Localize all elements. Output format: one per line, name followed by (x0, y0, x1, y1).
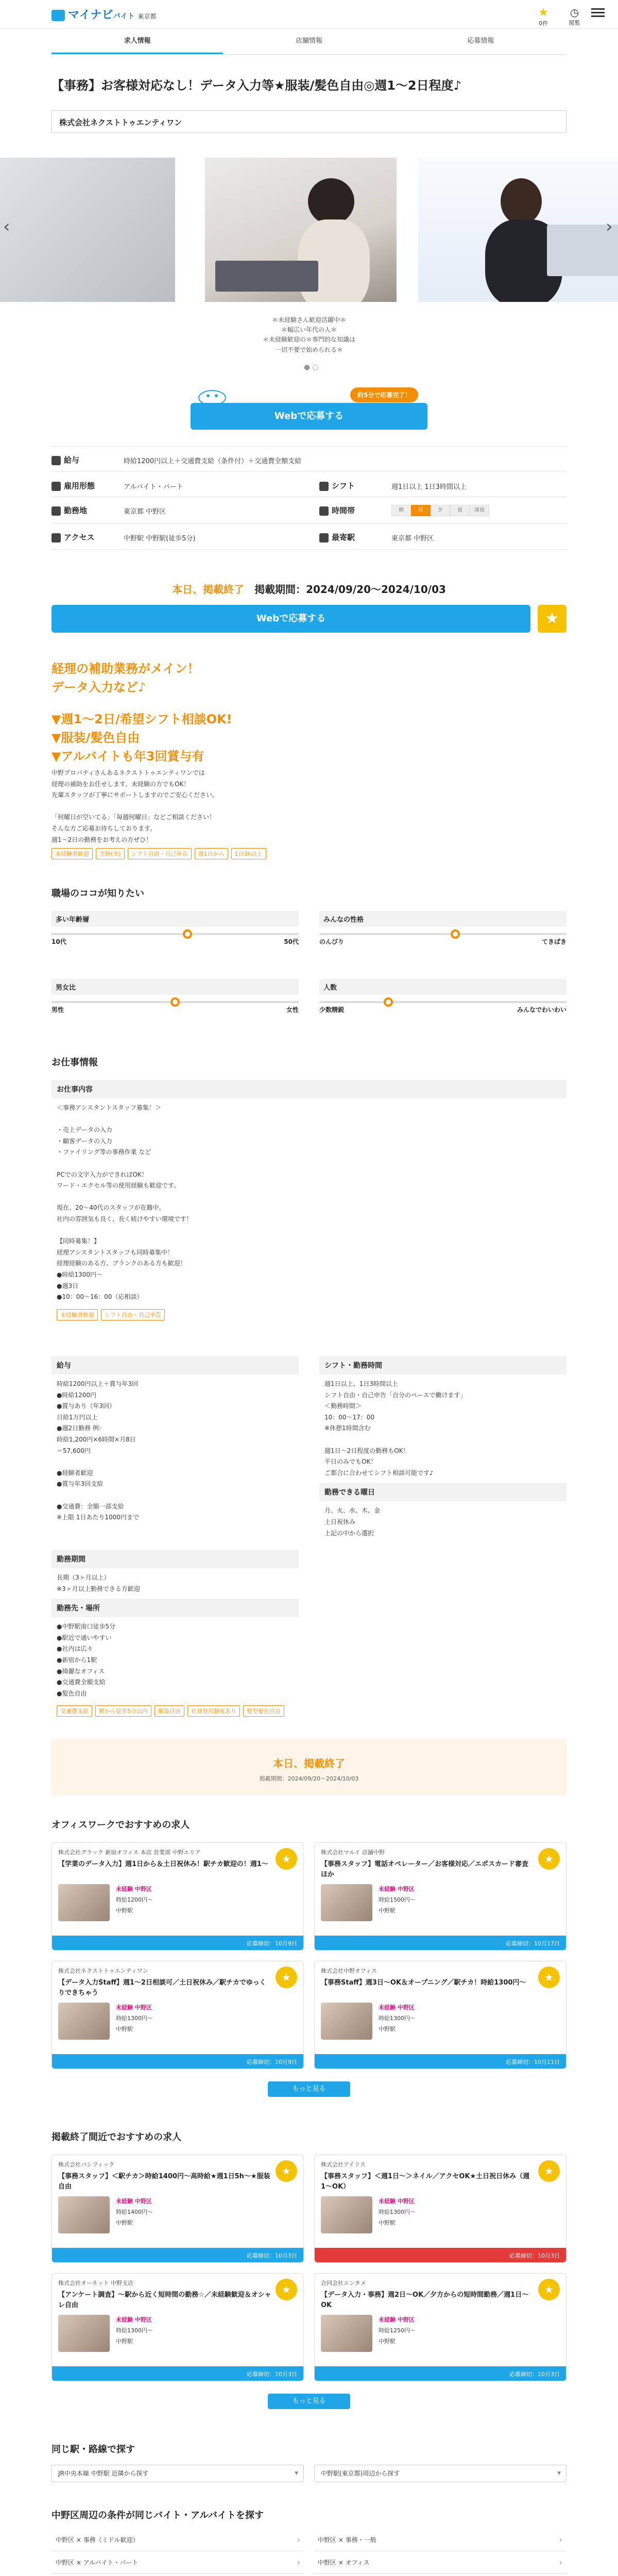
card-pay: 時給1300円〜 (116, 2014, 153, 2022)
tag[interactable]: 未経験者歓迎 (57, 1309, 98, 1320)
access-label: アクセス (64, 533, 95, 542)
card-deadline: 応募締切：10月3日 (315, 2366, 566, 2381)
tag[interactable]: 主婦(夫) (96, 848, 125, 859)
tab-store-info[interactable]: 店舗情報 (295, 37, 322, 45)
job-card[interactable] (52, 2273, 304, 2381)
card-tag: 未経験 中野区 (116, 2198, 152, 2205)
workplace-slider (52, 911, 299, 948)
job-card[interactable] (314, 1961, 566, 2069)
ended-banner (52, 1739, 566, 1795)
card-pay: 時給1300円〜 (116, 2327, 153, 2334)
carousel-caption: ＊未経験さん歓迎活躍中＊ ＊幅広い年代の人＊ ＊未経験歓迎の＊専門的な知識は 一切不要で始められる＊ (262, 316, 355, 353)
tab-job-info[interactable]: 求人情報 (52, 29, 223, 54)
logo-text: マイナビ (68, 9, 113, 22)
card-title[interactable]: 【事務スタッフ】電話オペレーター／お客様対応／エポスカード審査 ほか (321, 1860, 529, 1878)
slider-right-label: 女性 (286, 1006, 299, 1013)
card-deadline: 応募締切：10月3日 (52, 2248, 303, 2262)
header-icons (520, 6, 605, 27)
loc-box-title: 勤務先・場所 (52, 1599, 299, 1617)
tag[interactable]: シフト自由・自己申告 (101, 1309, 165, 1320)
card-thumbnail (321, 2196, 372, 2233)
card-favorite-icon[interactable]: ★ (538, 1848, 560, 1870)
workplace-slider (319, 911, 566, 948)
carousel-image-right[interactable] (418, 158, 618, 302)
company-name[interactable]: 株式会社ネクストトゥエンティワン (52, 110, 566, 133)
slider-left-label: のんびり (319, 938, 345, 945)
hours-latenight: 深夜 (470, 505, 489, 516)
slider-left-label: 男性 (52, 1006, 64, 1013)
slider-dot (451, 929, 460, 939)
map-pin-icon (52, 506, 61, 516)
card-title[interactable]: 【データ入力Staff】週1〜2日相談可／土日祝休み／駅チカでゆっくりできちゃう (58, 1979, 266, 1997)
carousel-next-icon[interactable]: › (606, 216, 613, 237)
card-tag: 未経験 中野区 (116, 2316, 152, 2323)
card-info (379, 2196, 416, 2229)
job-card[interactable] (314, 2273, 566, 2381)
loc-tags (52, 1703, 299, 1719)
search-link[interactable]: 中野区 × オフィス › (314, 2551, 566, 2574)
period-box (52, 1550, 299, 1719)
closing-more-button[interactable]: もっと見る (268, 2394, 350, 2409)
divider (52, 549, 566, 550)
card-tag: 未経験 中野区 (116, 1886, 152, 1892)
slider-dot (384, 997, 393, 1007)
slider-track (52, 933, 299, 935)
job-card[interactable] (52, 1961, 304, 2069)
shift-box-title: シフト・勤務時間 (319, 1356, 566, 1375)
card-info (379, 1884, 416, 1917)
salary-row (52, 454, 79, 465)
logo-mark-icon (52, 10, 65, 21)
job-title: 【事務】お客様対応なし！データ入力等★服装/髪色自由◎週1～2日程度♪ (52, 78, 461, 93)
days-box-body: 月、火、水、木、金 土日祝休み 上記の中から選択 (324, 1507, 381, 1537)
salary-box-title: 給与 (52, 1356, 299, 1375)
card-pay: 時給1300円〜 (379, 2014, 416, 2022)
ward-link-grid (52, 2529, 566, 2576)
period-box-body: 長期（3ヶ月以上） ※3ヶ月以上勤務できる方歓迎 (57, 1574, 140, 1592)
closing-heading: 掲載終了間近でおすすめの求人 (52, 2132, 182, 2143)
posting-period (52, 581, 566, 596)
location-row (52, 505, 87, 516)
slider-title: みんなの性格 (319, 911, 566, 927)
tag[interactable]: シフト自由・自己申告 (128, 848, 192, 859)
clock-icon (319, 506, 329, 516)
access-row (52, 532, 95, 543)
search-link[interactable]: 中野区 × 事務・一般 › (314, 2529, 566, 2551)
card-title[interactable]: 【学業のデータ入力】週1日から＆土日祝休み！駅チカ歓迎の！週1〜 (58, 1860, 268, 1868)
tag[interactable]: 服装自由 (154, 1705, 184, 1717)
slider-ends (319, 937, 566, 946)
card-favorite-icon[interactable]: ★ (276, 1967, 297, 1988)
web-apply-button-2[interactable]: Webで応募する (52, 605, 530, 633)
tag[interactable]: 1日3h以上 (231, 848, 266, 859)
card-thumbnail (58, 2003, 110, 2040)
card-place: 中野駅 (116, 2337, 133, 2345)
quick-apply-badge: 約5分で応募完了！ (350, 387, 418, 402)
station-value: 東京都 中野区 (391, 535, 434, 543)
hours-evening: 夕 (431, 505, 450, 516)
access-value: 中野駅 中野駅(徒歩5分) (124, 535, 196, 543)
catch-description: 中野プロパティさんあるネクストトゥエンティワンでは 経理の補助をお任せします。未経験の方でもOK！ 先輩スタッフが丁寧にサポートしますのでご安心ください。 「何曜日が空いてる」「毎週何曜日」などご相談ください！ そんな方ご応募お待ちしております。 週1～2日の勤務をお考えの方ぜひ！ (52, 769, 219, 843)
divider (52, 523, 566, 524)
card-pay: 時給1500円〜 (379, 1896, 416, 1903)
star-icon: ★ (538, 6, 548, 19)
card-company: 合同会社エンタメ (321, 2280, 366, 2286)
loc-box-body: ●中野駅南口徒歩5分 ●駅近で通いやすい ●社内は広々 ●新宿から1駅 ●綺麗なオフィス ●交通費全額支給 ●髪色自由 (57, 1623, 116, 1697)
card-title[interactable]: 【データ入力・事務】週2日〜OK／夕方からの短時間勤務／週1日〜OK (321, 2291, 529, 2309)
calendar-icon (319, 482, 329, 491)
slider-dot (170, 997, 180, 1007)
slider-right-label: 50代 (284, 938, 299, 945)
card-deadline: 応募締切：10月3日 (52, 2366, 303, 2381)
card-thumbnail (321, 2003, 372, 2040)
card-title[interactable]: 【アンケート調査】〜駅から近く短時間の勤務☆／未経験歓迎＆オシャレ自由 (58, 2291, 271, 2309)
card-tag: 未経験 中野区 (379, 1886, 415, 1892)
tag[interactable]: 交通費支給 (57, 1705, 92, 1717)
card-tag: 未経験 中野区 (379, 2316, 415, 2323)
period-range: 2024/09/20〜2024/10/03 (306, 583, 446, 596)
period-box-title: 勤務期間 (52, 1550, 299, 1568)
slider-title: 人数 (319, 979, 566, 995)
area-label[interactable]: 東京都 (138, 13, 157, 20)
employment-label: 雇用形態 (64, 481, 95, 490)
card-company: 株式会社中野オフィス (321, 1968, 377, 1974)
card-info (379, 2003, 416, 2035)
card-place: 中野駅 (379, 2219, 396, 2226)
workplace-heading: 職場のココが知りたい (52, 888, 144, 899)
office-more-button[interactable]: もっと見る (268, 2081, 350, 2097)
hours-label: 時間帯 (332, 506, 355, 515)
job-card[interactable] (314, 2155, 566, 2263)
closing-job-grid (52, 2155, 566, 2381)
carousel-image-left[interactable] (0, 158, 175, 302)
carousel-dots[interactable]: ●○ (304, 363, 321, 371)
slider-right-label: みんなでわいわい (517, 1006, 566, 1013)
station-row (319, 532, 355, 543)
tag[interactable]: 髪型髪色自由 (243, 1705, 284, 1717)
tab-apply-info[interactable]: 応募情報 (467, 37, 494, 45)
card-thumbnail (58, 2315, 110, 2352)
card-place: 中野駅 (379, 2337, 396, 2345)
station-label: 最寄駅 (332, 533, 355, 542)
location-value: 東京都 中野区 (124, 508, 166, 516)
feature-tags (52, 848, 330, 859)
slider-track (319, 1001, 566, 1003)
card-company: 株式会社ネクストトゥエンティワン (58, 1968, 148, 1974)
ended-sub: 掲載期間：2024/09/20〜2024/10/03 (259, 1775, 359, 1782)
office-job-grid (52, 1842, 566, 2069)
card-place: 中野駅 (116, 2025, 133, 2032)
slider-ends (52, 937, 299, 946)
slider-title: 男女比 (52, 979, 299, 995)
hours-row (319, 505, 355, 516)
card-info (116, 2003, 153, 2035)
divider (52, 446, 566, 447)
history-label: 閲覧 (569, 20, 580, 26)
work-content-title: お仕事内容 (52, 1080, 566, 1098)
catch-headline: 経理の補助業務がメイン！ データ入力など♪ (52, 662, 200, 694)
briefcase-icon (52, 482, 61, 491)
card-tag: 未経験 中野区 (379, 2198, 415, 2205)
station-icon (319, 533, 329, 543)
slider-left-label: 10代 (52, 938, 66, 945)
card-thumbnail (321, 2315, 372, 2352)
office-heading: オフィスワークでおすすめの求人 (52, 1820, 190, 1831)
tag[interactable]: 社員登用制度あり (187, 1705, 240, 1717)
slider-right-label: てきぱき (541, 938, 566, 945)
hamburger-menu-icon[interactable] (591, 6, 605, 19)
card-place: 中野駅 (379, 2025, 396, 2032)
ended-title: 本日、掲載終了 (273, 1757, 345, 1770)
card-company: 株式会社アイリス (321, 2161, 366, 2168)
salary-box-body: 時給1200円以上＋賞与年3回 ●時給1200円 ●賞与あり（年3回） 日給1万円以上 ●週2日勤務 例： 時給1,200円×6時間×月8日 ＝57,600円 ●経験者歓迎 ●賞与年3回支給 ●交通費：全額一部支給 ※上限 1日あたり1000円まで (57, 1380, 140, 1521)
job-card[interactable] (314, 1842, 566, 1951)
job-card[interactable] (52, 2155, 304, 2263)
card-favorite-icon[interactable]: ★ (276, 2160, 297, 2182)
card-pay: 時給1250円〜 (379, 2327, 416, 2334)
card-title[interactable]: 【事務スタッフ】＜週1日〜＞ネイル／アクセOK★土日祝日休み（週1〜OK） (321, 2173, 530, 2191)
ward-heading: 中野区周辺の条件が同じバイト・アルバイトを探す (52, 2510, 264, 2521)
card-title[interactable]: 【事務Staff】週3日〜OK＆オープニング／駅チカ！時給1300円〜 (321, 1979, 526, 1987)
history-button[interactable] (560, 6, 580, 27)
catch-points: ▼週1～2日/希望シフト相談OK! ▼服装/髪色自由 ▼アルバイトも年3回賞与有 (52, 712, 232, 764)
clock-icon: ◷ (570, 6, 579, 19)
card-info (116, 2315, 153, 2347)
card-pay: 時給1300円〜 (379, 2208, 416, 2215)
hours-table (391, 505, 489, 516)
card-tag: 未経験 中野区 (379, 2004, 415, 2011)
tag[interactable]: 週1日から (195, 848, 228, 859)
salary-value: 時給1200円以上＋交通費支給（条件付）＋交通費全額支給 (124, 457, 302, 465)
job-tabs (52, 29, 566, 55)
search-link[interactable]: 中野区 × アルバイト・パート › (52, 2551, 304, 2574)
salary-label: 給与 (64, 455, 80, 465)
salary-box (52, 1356, 299, 1528)
work-tags (52, 1307, 566, 1323)
slider-ends (319, 1005, 566, 1014)
workplace-slider (319, 979, 566, 1016)
same-line-select[interactable]: JR中央本線 中野駅 近隣から探す ▼ (52, 2465, 304, 2482)
card-favorite-icon[interactable]: ★ (276, 2279, 297, 2300)
tag[interactable]: 駅から徒歩5分以内 (95, 1705, 151, 1717)
card-favorite-icon[interactable]: ★ (538, 2279, 560, 2300)
card-place: 中野駅 (379, 1907, 396, 1914)
period-label: 掲載期間： (254, 583, 306, 596)
slider-track (319, 933, 566, 935)
card-pay: 時給1200円〜 (116, 1896, 153, 1903)
card-company: 株式会社グラック 新宿オフィス 本店 営業部 中野エリア (58, 1849, 201, 1856)
card-favorite-icon[interactable]: ★ (538, 2160, 560, 2182)
card-info (116, 2196, 153, 2229)
days-box-title: 勤務できる曜日 (319, 1483, 566, 1501)
shift-label: シフト (332, 481, 355, 490)
employment-row (52, 480, 95, 491)
shift-box-body: 週1日以上、1日3時間以上 シフト自由・自己申告「自分のペースで働けます」 ＜勤務時間＞ 10：00〜17：00 ※休憩1時間含む 週1日〜2日程度の勤務もOK！ 平日のみでもOK！ ご都合に合わせてシフト相談可能です♪ (324, 1380, 467, 1477)
carousel-prev-icon[interactable]: ‹ (3, 216, 10, 237)
card-favorite-icon[interactable]: ★ (538, 1967, 560, 1988)
search-link[interactable] (314, 2574, 566, 2576)
card-company: 株式会社パシフィック (58, 2161, 115, 2168)
card-thumbnail (58, 2196, 110, 2233)
card-deadline: 応募締切：10月9日 (52, 2054, 303, 2069)
card-company: 株式会社オーネット 中野支店 (58, 2280, 133, 2286)
search-link[interactable]: 中野区 × 事務（ミドル歓迎） › (52, 2529, 304, 2551)
tag[interactable]: 未経験者歓迎 (52, 848, 93, 859)
job-card[interactable] (52, 1842, 304, 1951)
employment-value: アルバイト・パート (124, 483, 183, 491)
web-apply-button[interactable]: Webで応募する (191, 403, 427, 430)
slider-title: 多い年齢層 (52, 911, 299, 927)
shift-box (319, 1356, 566, 1543)
ended-label: 本日、掲載終了 (172, 583, 245, 596)
hours-day: 昼 (411, 505, 431, 516)
train-icon (52, 533, 61, 543)
card-deadline: 応募締切：10月3日 (315, 2248, 566, 2262)
card-favorite-icon[interactable]: ★ (276, 1848, 297, 1870)
card-thumbnail (58, 1884, 110, 1921)
logo-subtext: バイト (113, 12, 135, 21)
card-pay: 時給1400円〜 (116, 2208, 153, 2215)
same-station-select[interactable]: 中野駅(東京都)周辺から探す ▼ (314, 2465, 566, 2482)
card-info (116, 1884, 153, 1917)
site-header (0, 0, 618, 29)
card-place: 中野駅 (116, 1907, 133, 1914)
shift-value: 週1日以上 1日3時間以上 (391, 483, 467, 491)
workplace-slider (52, 979, 299, 1016)
work-content-body: ＜事務アシスタントスタッフ募集！＞ ・売上データの入力 ・顧客データの入力 ・ファイリング等の事務作業 など PCでの文字入力ができればOK！ ワード・エクセル等の使用経験も歓迎です。 現在、20〜40代のスタッフが在籍中。 社内の雰囲気も良く、長く続けやすい環境です！ 【同時募集！】 経理アシスタントスタッフも同時募集中！ 経理経験のある方、ブランクのある方も歓迎！ ●時給1300円〜 ●週3日 ●10：00〜16：00（応相談） (57, 1104, 193, 1301)
slider-dot (183, 929, 192, 939)
yen-icon (52, 456, 61, 465)
slider-track (52, 1001, 299, 1003)
favorites-count: 0件 (539, 20, 548, 27)
favorites-button[interactable] (529, 6, 548, 27)
card-info (379, 2315, 416, 2347)
card-deadline: 応募締切：10月9日 (52, 1936, 303, 1950)
hours-night: 夜 (450, 505, 470, 516)
location-label: 勤務地 (64, 506, 88, 515)
slider-left-label: 少数精鋭 (319, 1006, 345, 1013)
details-heading: お仕事情報 (52, 1057, 98, 1068)
hours-morning: 朝 (391, 505, 411, 516)
search-link[interactable] (52, 2574, 304, 2576)
work-content-box (52, 1080, 566, 1323)
favorite-star-button[interactable]: ★ (538, 605, 566, 633)
card-title[interactable]: 【事務スタッフ】＜駅チカ＞時給1400円〜高時給★週1日5h〜★服装自由 (58, 2173, 270, 2191)
shift-row (319, 480, 355, 491)
card-thumbnail (321, 1884, 372, 1921)
card-place: 中野駅 (116, 2219, 133, 2226)
carousel-image-center[interactable] (205, 158, 397, 302)
card-tag: 未経験 中野区 (116, 2004, 152, 2011)
site-logo[interactable] (52, 6, 157, 22)
same-area-heading: 同じ駅・路線で探す (52, 2444, 135, 2455)
card-deadline: 応募締切：10月11日 (315, 2054, 566, 2069)
card-deadline: 応募締切：10月17日 (315, 1936, 566, 1950)
card-company: 株式会社マルイ 店舗中野 (321, 1849, 385, 1856)
